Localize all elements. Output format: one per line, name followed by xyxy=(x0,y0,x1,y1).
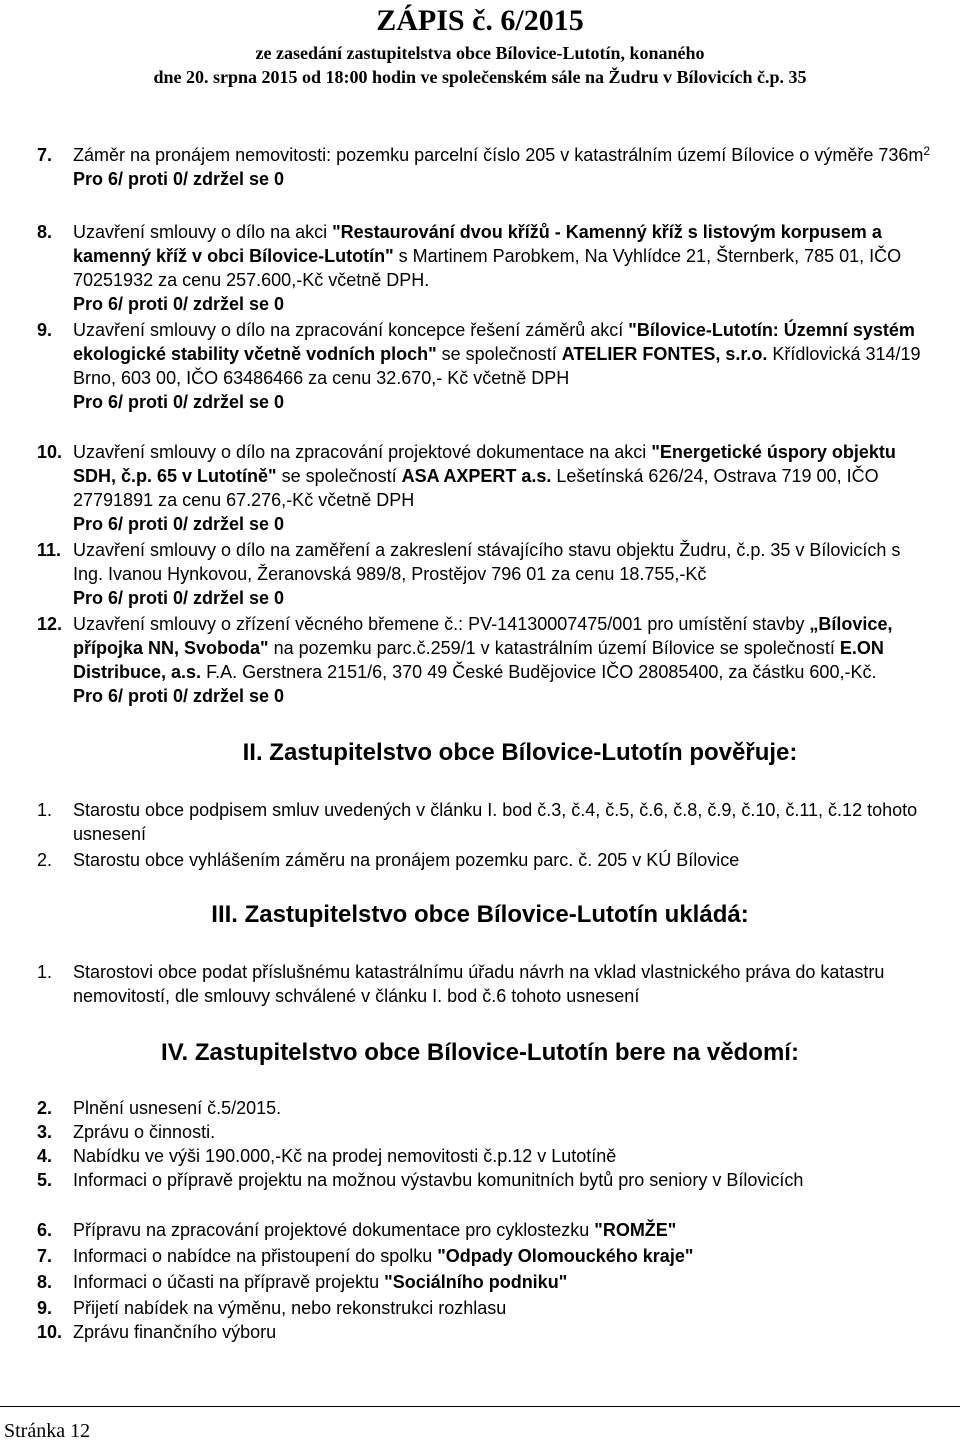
item-text-tail: Lešetínská 626/24, Ostrava 719 00, IČO 27791891 za cenu 67.276,-Kč včetně DPH xyxy=(73,466,879,510)
item-text-mid: se společností xyxy=(436,344,562,364)
vote-result: Pro 6/ proti 0/ zdržel se 0 xyxy=(73,588,285,608)
vote-result: Pro 6/ proti 0/ zdržel se 0 xyxy=(73,294,285,314)
item-text-bold: "Odpady Olomouckého kraje" xyxy=(437,1246,694,1266)
vote-result: Pro 6/ proti 0/ zdržel se 0 xyxy=(73,169,285,189)
section-heading-ii: II. Zastupitelstvo obce Bílovice-Lutotín pověřuje: xyxy=(242,739,798,766)
item-text: Starostovi obce podat příslušnému katastrálnímu úřadu návrh na vklad vlastnického práva do katastru nemovitostí, dle smlouvy schválené v článku I. bod č.6 tohoto usnesení xyxy=(73,962,885,1006)
item-number: 1. xyxy=(37,800,53,820)
item-number: 8. xyxy=(37,1272,53,1292)
item-text-mid: na pozemku parc.č.259/1 v katastrálním území Bílovice se společností xyxy=(268,638,840,658)
item-text-bold: "Energetické úspory objektu SDH, č.p. 65 v Lutotíně" xyxy=(73,442,896,486)
company-name: E.ON Distribuce, a.s. xyxy=(73,638,884,682)
item-text: Uzavření smlouvy o dílo na zpracování projektové dokumentace na akci xyxy=(73,442,652,462)
page-label: Stránka xyxy=(4,1420,66,1442)
vote-result: Pro 6/ proti 0/ zdržel se 0 xyxy=(73,514,285,534)
item-text-tail: F.A. Gerstnera 2151/6, 370 49 České Budějovice IČO 28085400, za částku 600,-Kč. xyxy=(201,662,877,682)
page-footer xyxy=(4,1420,90,1443)
item-number: 7. xyxy=(37,1246,53,1266)
item-text-bold: "Bílovice-Lutotín: Územní systém ekologické stability včetně vodních ploch" xyxy=(73,320,915,364)
item-number: 4. xyxy=(37,1146,53,1166)
item-text: Plnění usnesení č.5/2015. xyxy=(73,1098,282,1118)
item-text-tail: s Martinem Parobkem, Na Vyhlídce 21, Šternberk, 785 01, IČO 70251932 za cenu 257.600,-Kč včetně DPH. xyxy=(73,246,902,290)
item-text-bold: "Restaurování dvou křížů - Kamenný kříž s listovým korpusem a kamenný kříž v obci Bílovice-Lutotín" xyxy=(73,222,882,266)
item-number: 11. xyxy=(37,540,62,560)
item-text-bold: "ROMŽE" xyxy=(594,1220,677,1240)
item-number: 6. xyxy=(37,1220,53,1240)
item-text: Přípravu na zpracování projektové dokumentace pro cyklostezku xyxy=(73,1220,595,1240)
item-text: Uzavření smlouvy o zřízení věcného břemene č.: PV-14130007475/001 pro umístění stavby xyxy=(73,614,810,634)
item-number: 10. xyxy=(37,442,63,462)
item-text: Informaci o přípravě projektu na možnou výstavbu komunitních bytů pro seniory v Bílovicích xyxy=(73,1170,804,1190)
page-number: 12 xyxy=(70,1420,91,1442)
item-text-mid: se společností xyxy=(276,466,402,486)
item-number: 1. xyxy=(37,962,53,982)
item-text: Záměr na pronájem nemovitosti: pozemku parcelní číslo 205 v katastrálním území Bílovice o výměře 736m xyxy=(73,145,924,165)
item-text: Přijetí nabídek na výměnu, nebo rekonstrukci rozhlasu xyxy=(73,1298,507,1318)
item-text-bold: „Bílovice, přípojka NN, Svoboda" xyxy=(73,614,893,658)
section-heading-iii: III. Zastupitelstvo obce Bílovice-Lutotín ukládá: xyxy=(211,901,749,928)
item-number: 2. xyxy=(37,850,53,870)
item-number: 8. xyxy=(37,222,53,242)
item-number: 10. xyxy=(37,1322,63,1342)
item-number: 12. xyxy=(37,614,63,634)
item-text: Nabídku ve výši 190.000,-Kč na prodej nemovitosti č.p.12 v Lutotíně xyxy=(73,1146,617,1166)
item-number: 9. xyxy=(37,1298,53,1318)
item-text: Uzavření smlouvy o dílo na zaměření a zakreslení stávajícího stavu objektu Žudru, č.p. 35 v Bílovicích s Ing. Ivanou Hynkovou, Žeranovská 989/8, Prostějov 796 01 za cenu 18.755,-Kč xyxy=(73,540,901,584)
item-number: 5. xyxy=(37,1170,53,1190)
vote-result: Pro 6/ proti 0/ zdržel se 0 xyxy=(73,686,285,706)
company-name: ATELIER FONTES, s.r.o. xyxy=(561,344,768,364)
item-text: Zprávu finančního výboru xyxy=(73,1322,277,1342)
item-number: 3. xyxy=(37,1122,53,1142)
section-heading-iv: IV. Zastupitelstvo obce Bílovice-Lutotín bere na vědomí: xyxy=(161,1039,799,1066)
company-name: ASA AXPERT a.s. xyxy=(401,466,552,486)
document-subtitle: ze zasedání zastupitelstva obce Bílovice-Lutotín, konaného xyxy=(255,43,705,63)
item-number: 7. xyxy=(37,145,53,165)
item-text: Informaci o účasti na přípravě projektu xyxy=(73,1272,385,1292)
item-text-bold: "Sociálního podniku" xyxy=(384,1272,568,1292)
item-number: 9. xyxy=(37,320,53,340)
superscript: 2 xyxy=(923,144,931,158)
item-text: Zprávu o činnosti. xyxy=(73,1122,216,1142)
item-text: Informaci o nabídce na přistoupení do spolku xyxy=(73,1246,438,1266)
document-subtitle-date: dne 20. srpna 2015 od 18:00 hodin ve společenském sále na Žudru v Bílovicích č.p. 35 xyxy=(153,67,807,87)
item-text: Starostu obce vyhlášením záměru na pronájem pozemku parc. č. 205 v KÚ Bílovice xyxy=(73,850,740,870)
item-text: Uzavření smlouvy o dílo na akci xyxy=(73,222,333,242)
item-text: Uzavření smlouvy o dílo na zpracování koncepce řešení záměrů akcí xyxy=(73,320,629,340)
vote-result: Pro 6/ proti 0/ zdržel se 0 xyxy=(73,392,285,412)
document-title: ZÁPIS č. 6/2015 xyxy=(376,4,584,37)
item-number: 2. xyxy=(37,1098,53,1118)
item-text: Starostu obce podpisem smluv uvedených v článku I. bod č.3, č.4, č.5, č.6, č.8, č.9, č.10, č.11, č.12 tohoto usnesení xyxy=(73,800,918,844)
item-text-tail: Křídlovická 314/19 Brno, 603 00, IČO 63486466 za cenu 32.670,- Kč včetně DPH xyxy=(73,344,921,388)
footer-divider xyxy=(0,1406,960,1407)
